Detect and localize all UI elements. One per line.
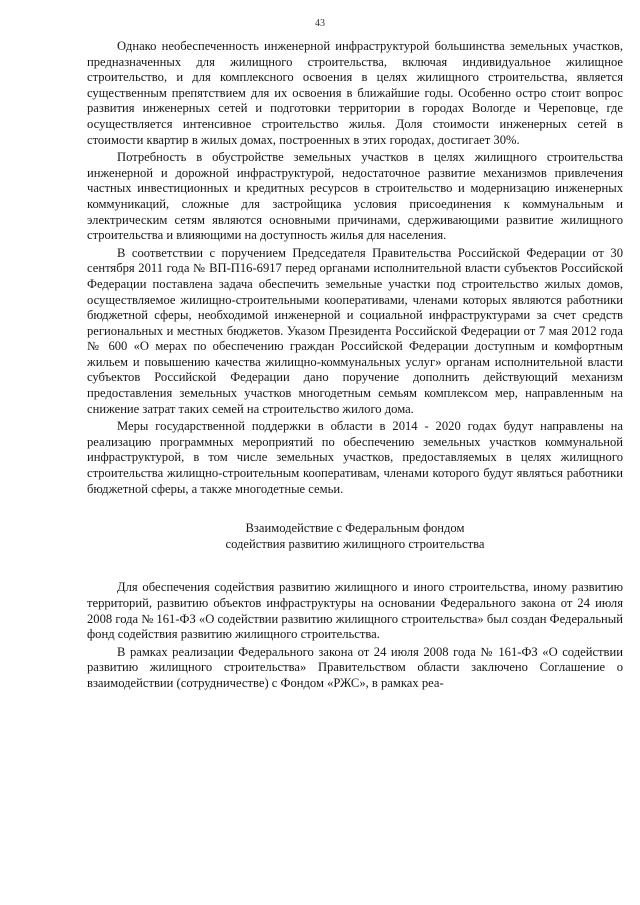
paragraph: В соответствии с поручением Председателя Правительства Российской Федерации от 30 сентября 2011 года № ВП-П16-6917 перед органами исполнительной власти субъектов Российской Федерации поставлена задача обеспечить земельные участки под строительство жилых домов, осуществляемое жилищно-строительными кооперативами, членами которых являются работники бюджетной сферы, необходимой инженерной и социальной инфраструктурами за счет средств региональных и местных бюджетов. Указом Президента Российской Федерации от 7 мая 2012 года № 600 «О мерах по обеспечению граждан Российской Федерации доступным и комфортным жильем и повышению качества жилищно-коммунальных услуг» органам исполнительной власти субъектов Российской Федерации дано поручение дополнить действующий механизм предоставления земельных участков многодетным семьям комплексом мер, направленным на снижение затрат таких семей на строительство жилого дома. (87, 245, 623, 416)
paragraph: Для обеспечения содействия развитию жилищного и иного строительства, иному развитию территорий, развитию объектов инфраструктуры на основании Федерального закона от 24 июля 2008 года № 161-ФЗ «О содействии развитию жилищного строительства» был создан Федеральный фонд содействия развитию жилищного строительства. (87, 580, 624, 642)
paragraph: Однако необеспеченность инженерной инфраструктурой большинства земельных участков, предназначенных для жилищного строительства, включая индивидуальное жилищное строительство, и для комплексного освоения в целях жилищного строительства, является существенным препятствием для их освоения в ближайшие годы. Особенно остро стоит вопрос развития инженерных сетей и подготовки территории в городах Вологде и Череповце, где осуществляется интенсивное строительство жилья. Доля стоимости инженерных сетей в стоимости квартир в жилых домах, построенных в этих городах, достигает 30%. (87, 39, 623, 147)
document-body (87, 39, 623, 694)
paragraph: Меры государственной поддержки в области в 2014 - 2020 годах будут направлены на реализацию программных мероприятий по обеспечению земельных участков коммунальной инфраструктурой, в том числе земельных участков, предоставляемых в целях жилищного строительства жилищно-строительным кооперативам, членами которого будут являться работники бюджетной сферы, а также многодетные семьи. (87, 419, 623, 496)
section-heading-line-2: содействия развитию жилищного строительства (225, 536, 485, 551)
page-number: 43 (315, 18, 325, 29)
section-heading (87, 521, 623, 552)
section-heading-line-1: Взаимодействие с Федеральным фондом (245, 521, 465, 536)
paragraph: Потребность в обустройстве земельных участков в целях жилищного строительства инженерной и дорожной инфраструктурой, недостаточное развитие механизмов привлечения частных инвестиционных и кредитных ресурсов в строительство и модернизацию инженерных коммуникаций, сложные для застройщика условия присоединения к коммунальным и электрическим сетям являются основными причинами, сдерживающими развитие жилищного строительства и влияющими на доступность жилья для населения. (87, 150, 623, 243)
paragraph: В рамках реализации Федерального закона от 24 июля 2008 года № 161-ФЗ «О содействии развитию жилищного строительства» Правительством области заключено Соглашение о взаимодействии (сотрудничестве) с Фондом «РЖС», в рамках реа- (87, 644, 623, 690)
